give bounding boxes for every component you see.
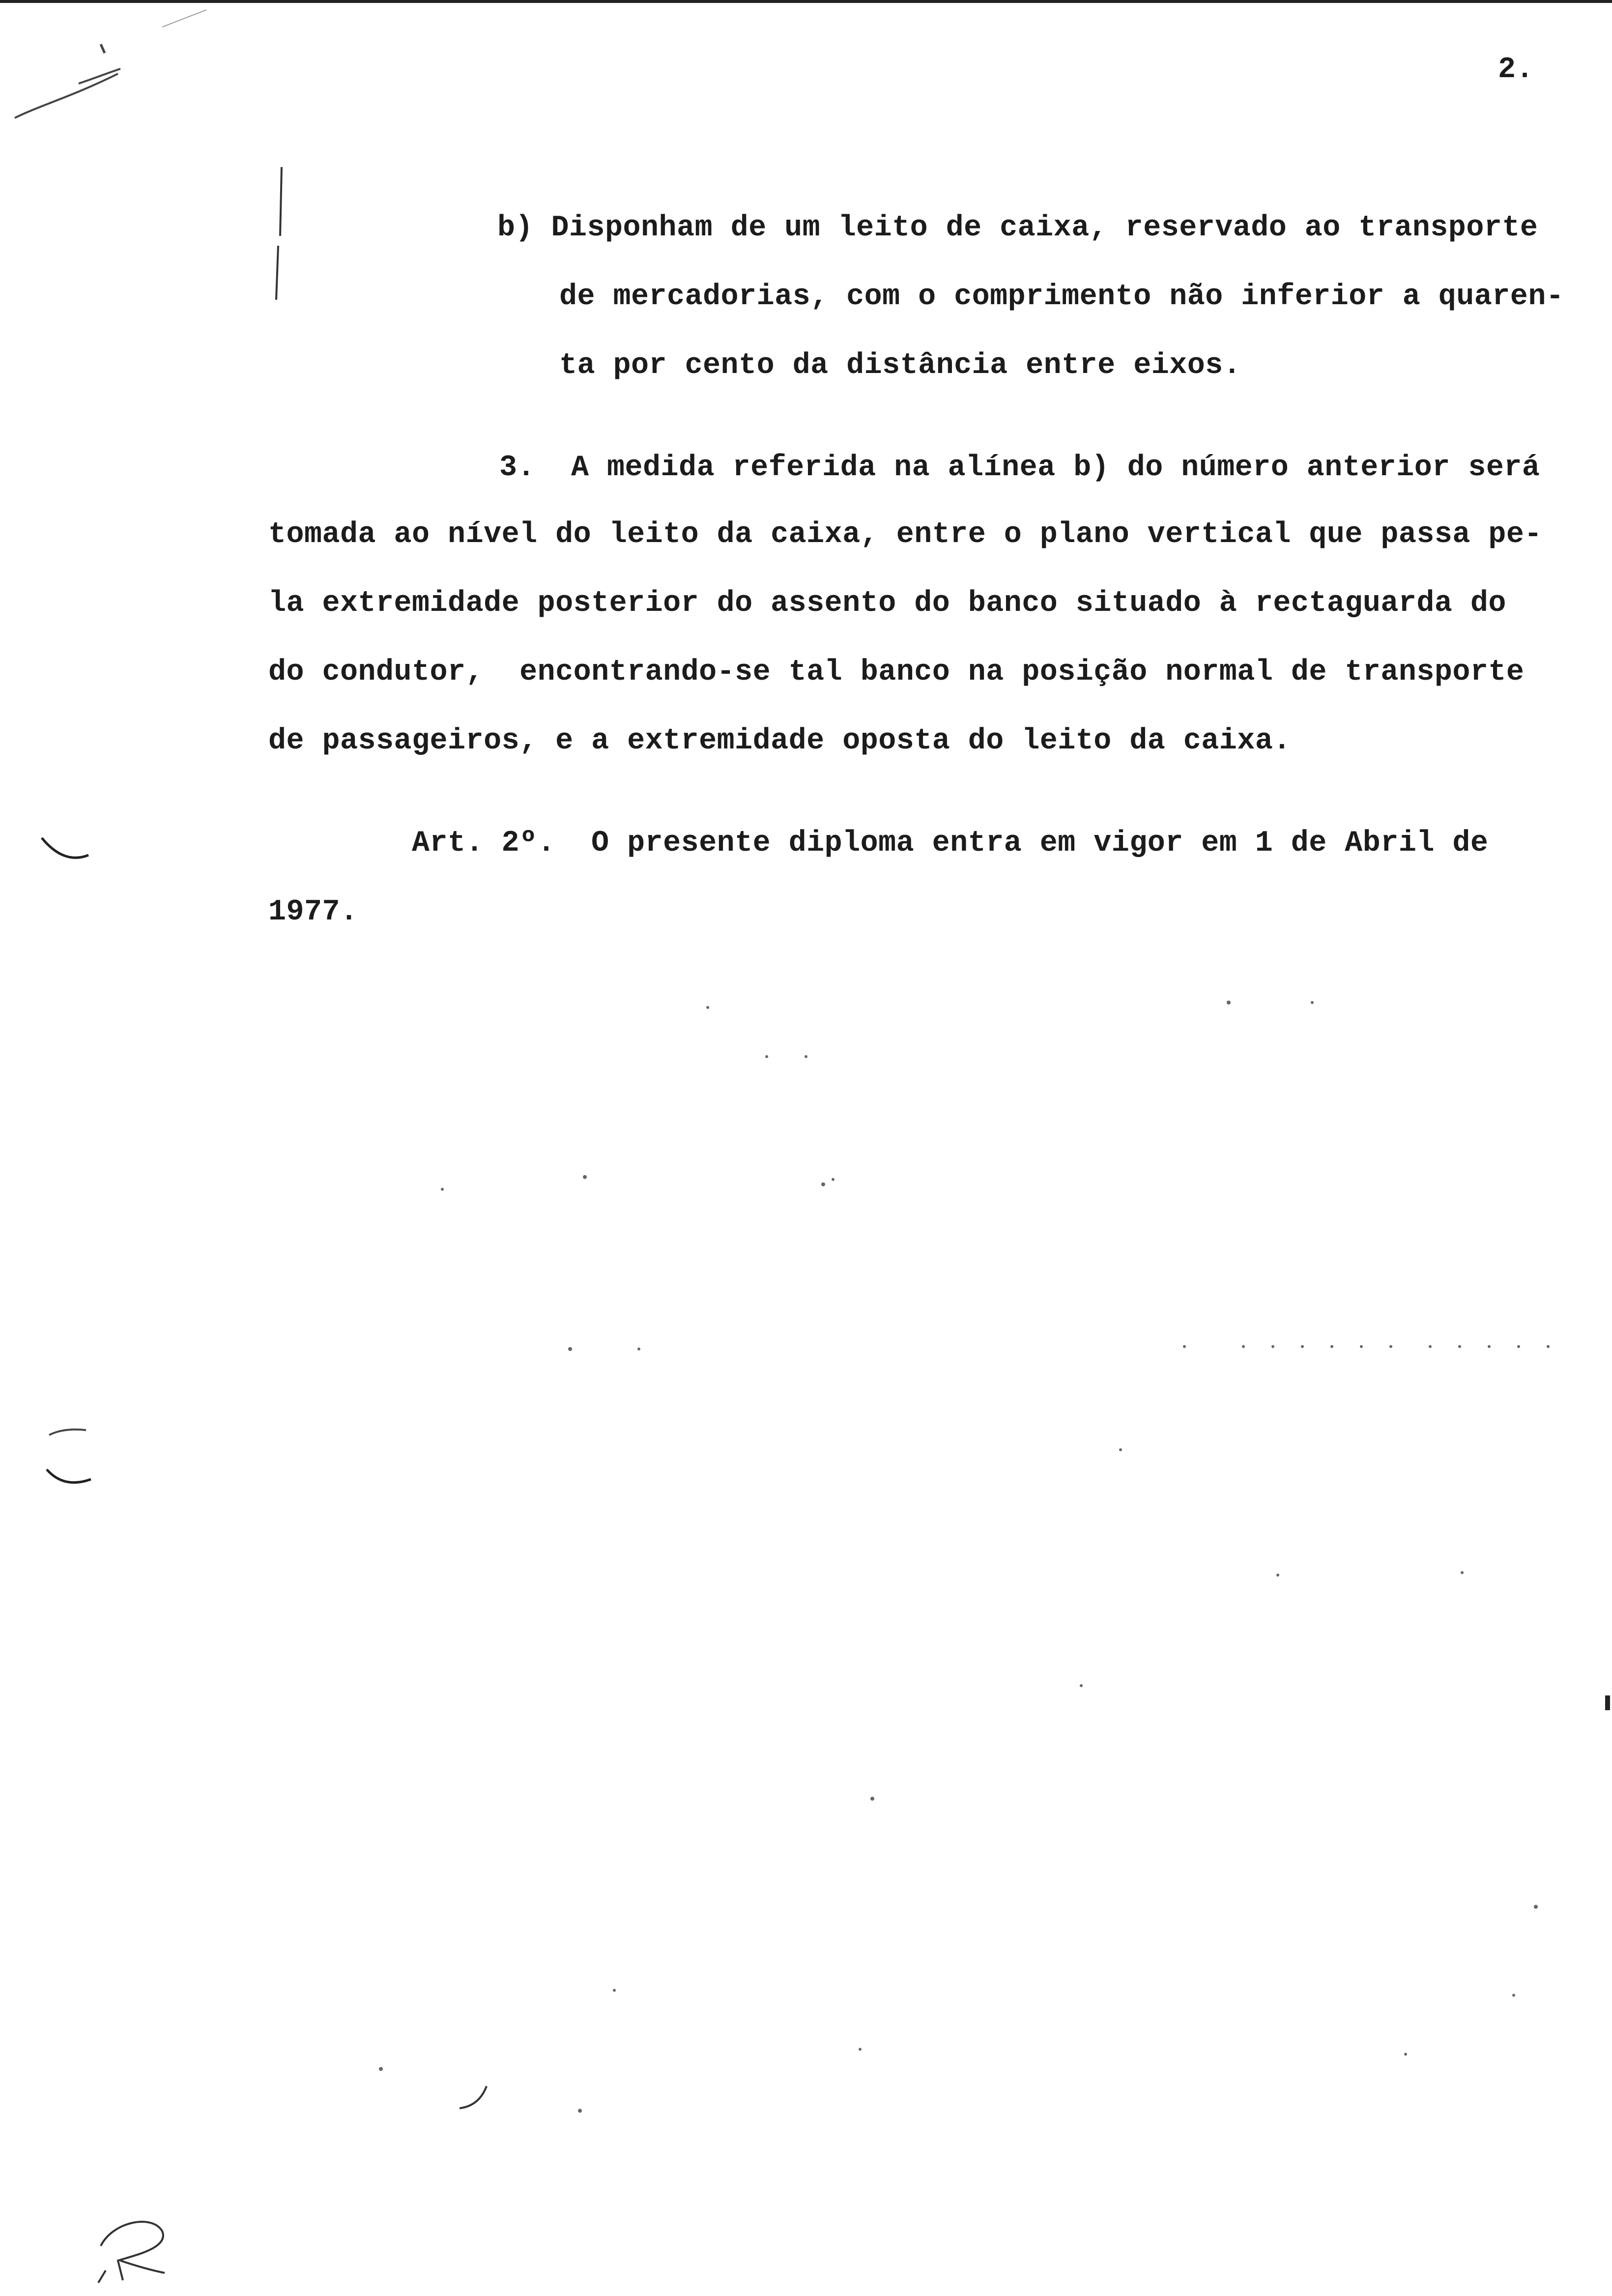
clause-b-line-2: de mercadorias, com o comprimento não inferior a quaren- [559,280,1564,314]
paragraph-3-line-5: de passageiros, e a extremidade oposta do leito da caixa. [268,724,1291,758]
faint-line-top-left [162,10,206,27]
punch-hole-arc-1 [42,838,88,858]
punch-hole-arc-2 [49,1430,86,1435]
article-2-line-2: 1977. [268,895,358,929]
paragraph-3-line-3: la extremidade posterior do assento do banco situado à rectaguarda do [268,587,1506,620]
page-number: 2. [1498,53,1534,86]
initials-mark [98,2222,165,2283]
right-edge-mark [1605,1695,1610,1710]
pen-stroke-bottom [460,2086,487,2108]
clause-b-line-1: b) Disponham de um leito de caixa, reservado ao transporte [497,211,1538,245]
paragraph-3-line-4: do condutor, encontrando-se tal banco na posição normal de transporte [268,656,1525,689]
punch-hole-arc-3 [47,1469,91,1483]
paragraph-3-line-1: 3. A medida referida na alínea b) do número anterior será [499,451,1540,485]
clause-b-line-3: ta por cento da distância entre eixos. [559,349,1241,382]
margin-vertical-line [276,167,282,300]
dust-specks [379,1001,1550,2113]
article-2-line-1: Art. 2º. O presente diploma entra em vigor em 1 de Abril de [412,827,1489,860]
top-border-line [0,0,1612,3]
scribble-mark-top-left [15,69,120,118]
scribble-tick-top-left [101,44,105,53]
paragraph-3-line-2: tomada ao nível do leito da caixa, entre o plano vertical que passa pe- [268,518,1542,551]
